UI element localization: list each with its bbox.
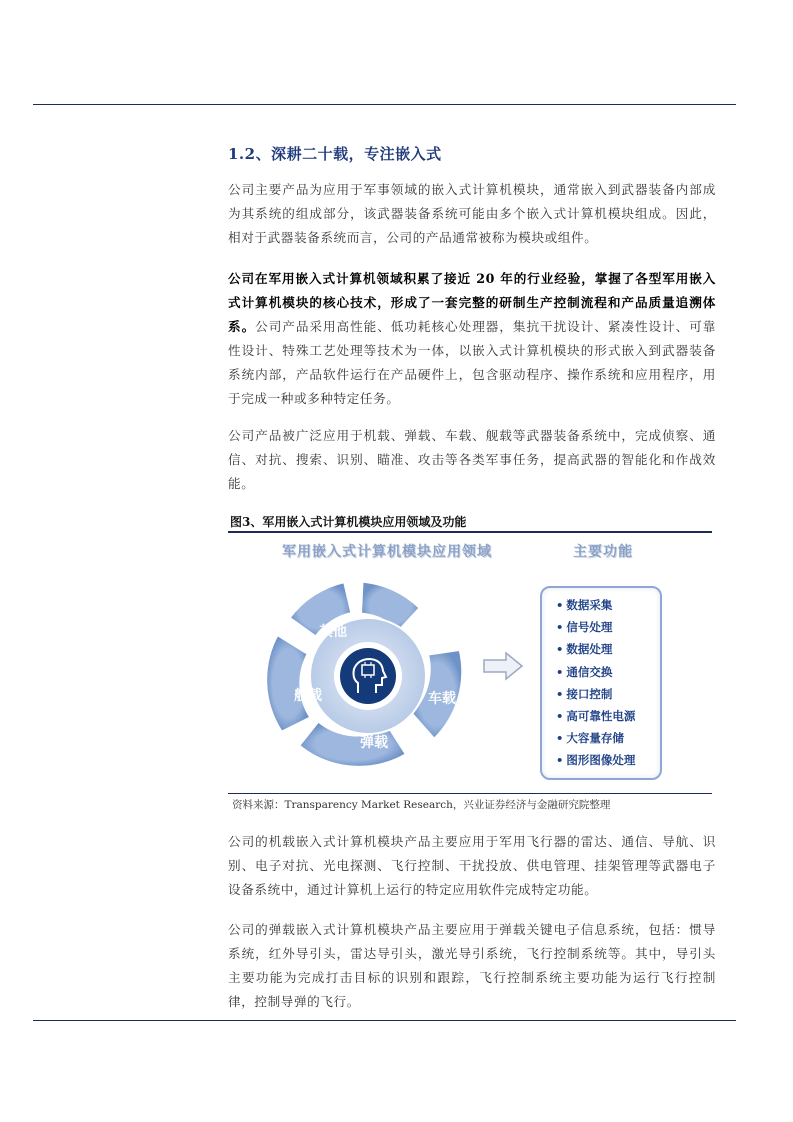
header-rule — [33, 104, 736, 105]
segment-label-airborne: 机载 — [410, 624, 438, 640]
paragraph-5: 公司的弹载嵌入式计算机模块产品主要应用于弹载关键电子信息系统，包括：惯导系统，红外导引头，雷达导引头，激光导引系统，飞行控制系统等。其中，导引头主要功能为完成打击目标的识别和跟踪，飞行控制系统主要功能为运行飞行控制律，控制导弹的飞行。 — [228, 922, 716, 1009]
bullet-icon: • — [556, 620, 564, 635]
bullet-icon: • — [556, 598, 564, 612]
function-item: • 高可靠性电源 — [556, 709, 636, 724]
arrow-right-icon — [482, 651, 526, 681]
segment-label-vehicle: 车载 — [428, 691, 456, 707]
paragraph-1: 公司主要产品为应用于军事领域的嵌入式计算机模块，通常嵌入到武器装备内部成为其系统的组成部分，该武器装备系统可能由多个嵌入式计算机模块组成。因此，相对于武器装备系统而言，公司的产品通常被称为模块或组件。 — [228, 182, 716, 245]
functions-box — [540, 586, 662, 780]
bullet-icon: • — [556, 753, 564, 768]
functions-list — [542, 588, 660, 772]
figure-source: 资料来源：Transparency Market Research，兴业证券经济与金融研究院整理 — [232, 799, 611, 811]
paragraph-2-rest: 公司产品采用高性能、低功耗核心处理器，集抗干扰设计、紧凑性设计、可靠性设计、特殊工艺处理等技术为一体，以嵌入式计算机模块的形式嵌入到武器装备系统内部，产品软件运行在产品硬件上，包含驱动程序、操作系统和应用程序，用于完成一种或多种特定任务。 — [228, 319, 716, 406]
functions-title: 主要功能 — [573, 544, 633, 560]
function-item: • 大容量存储 — [556, 731, 624, 746]
footer-rule — [33, 1020, 736, 1021]
center-disc — [340, 648, 396, 704]
function-item: • 接口控制 — [556, 686, 613, 701]
segment-ship — [266, 634, 311, 732]
function-item: • 通信交换 — [556, 664, 613, 679]
figure — [228, 533, 712, 793]
paragraph-2-bold: 公司在军用嵌入式计算机领域积累了接近 20 年的行业经验，掌握了各型军用嵌入式计算机模块的核心技术，形成了一套完整的研制生产控制流程和产品质量追溯体系。 — [228, 271, 716, 334]
segment-label-other: 其他 — [319, 624, 347, 640]
application-wheel — [228, 533, 488, 793]
function-item: • 数据采集 — [556, 598, 613, 612]
bullet-icon: • — [556, 664, 564, 679]
bullet-icon: • — [556, 709, 564, 724]
section-title: 1.2、深耕二十载，专注嵌入式 — [228, 145, 442, 163]
function-item: • 信号处理 — [556, 620, 613, 635]
paragraph-3: 公司产品被广泛应用于机载、弹载、车载、舰载等武器装备系统中，完成侦察、通信、对抗、搜索、识别、瞄准、攻击等各类军事任务，提高武器的智能化和作战效能。 — [228, 428, 716, 491]
function-item: • 图形图像处理 — [556, 753, 636, 768]
figure-bottom-rule — [228, 793, 712, 794]
bullet-icon: • — [556, 642, 564, 657]
function-item: • 数据处理 — [556, 642, 613, 657]
paragraph-2 — [228, 267, 716, 411]
bullet-icon: • — [556, 731, 564, 746]
segment-label-ship: 舰载 — [294, 688, 322, 704]
segment-label-missile: 弹载 — [360, 735, 388, 751]
wheel-title: 军用嵌入式计算机模块应用领域 — [282, 544, 492, 560]
figure-caption: 图3、军用嵌入式计算机模块应用领域及功能 — [230, 515, 467, 529]
bullet-icon: • — [556, 686, 564, 701]
paragraph-4: 公司的机载嵌入式计算机模块产品主要应用于军用飞行器的雷达、通信、导航、识别、电子对抗、光电探测、飞行控制、干扰投放、供电管理、挂架管理等武器电子设备系统中，通过计算机上运行的特定应用软件完成特定功能。 — [228, 834, 716, 897]
